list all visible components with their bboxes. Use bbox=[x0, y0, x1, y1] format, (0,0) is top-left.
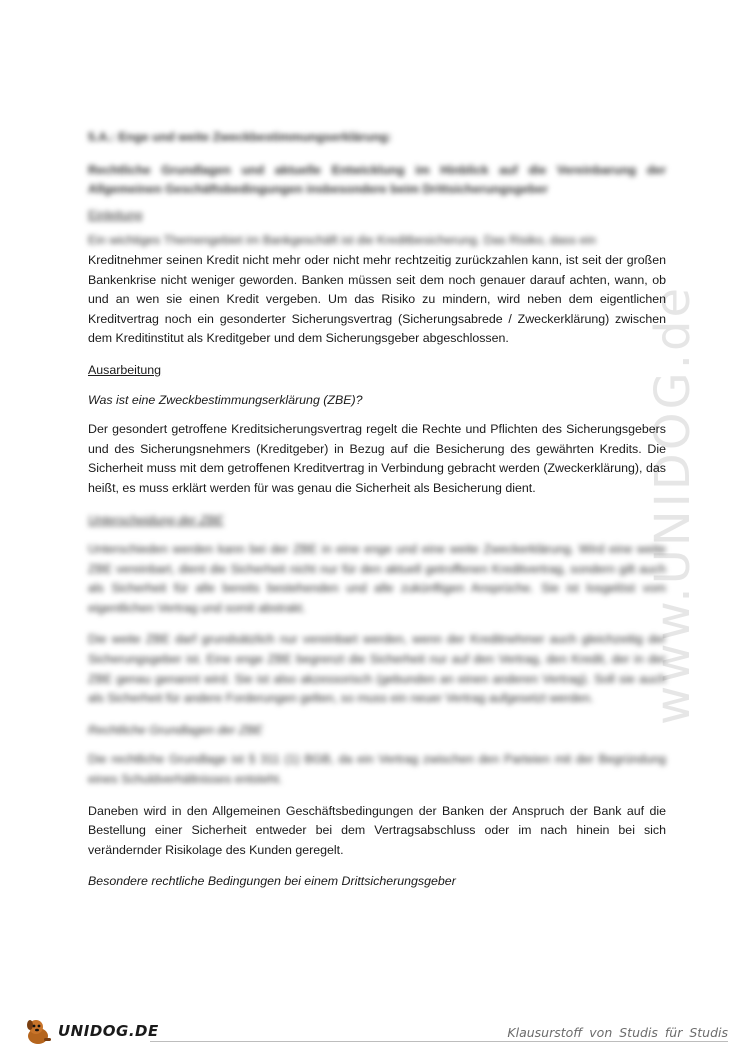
heading-primary: 5.A.: Enge und weite Zweckbestimmungserklärung: bbox=[88, 130, 392, 144]
section-work-title: Ausarbeitung bbox=[88, 362, 162, 377]
distinction-paragraph-1: Unterschieden werden kann bei der ZBE in eine enge und eine weite Zweckerklärung. Wird eine weite ZBE vereinbart, dient die Sicherheit nicht nur für den aktuell getroffenen Kreditvertrag, sondern gilt auch als Sicherheit für alle bereits bestehenden und alle zukünftigen Ansprüche. Sie ist losgelöst vom eigentlichen Vertrag und somit abstrakt. bbox=[88, 542, 666, 615]
distinction-paragraph-2: Die weite ZBE darf grundsätzlich nur vereinbart werden, wenn der Kreditnehmer auch gleichzeitig der Sicherungsgeber ist. Eine enge ZBE begrenzt die Sicherheit nur auf den Vertrag, den Kredit, der in der ZBE genau genannt wird. Sie ist also akzessorisch (gebunden an einen anderen Vertrag). Soll sie auch als Sicherheit für andere Forderungen gelten, so muss ein neuer Vertrag aufgesetzt werden. bbox=[88, 632, 666, 706]
footer-divider bbox=[150, 1041, 728, 1042]
section-distinction-title: Unterscheidung der ZBE bbox=[88, 512, 224, 527]
question-heading: Was ist eine Zweckbestimmungserklärung (ZBE)? bbox=[88, 392, 363, 407]
logo-wordmark: UNIDOG.DE bbox=[58, 1022, 159, 1040]
document-body bbox=[88, 128, 666, 892]
intro-first-line: Ein wichtiges Themengebiet im Bankgeschäft ist die Kreditbesicherung. Das Risiko, dass ein bbox=[88, 233, 597, 248]
footer-tagline: Klausurstoff von Studis für Studis bbox=[507, 1025, 728, 1040]
section-third-party-title: Besondere rechtliche Bedingungen bei einem Drittsicherungsgeber bbox=[88, 874, 456, 889]
intro-paragraph: Kreditnehmer seinen Kredit nicht mehr oder nicht mehr rechtzeitig zurückzahlen kann, ist seit der großen Bankenkrise nicht weniger geworden. Banken müssen seit dem noch genauer darauf achten, wann, ob und an wen sie einen Kredit vergeben. Um das Risiko zu mindern, wird neben dem eigentlichen Kreditvertrag noch ein gesonderter Sicherungsvertrag (Sicherungsabrede / Zweckerklärung) zwischen dem Kreditinstitut als Kreditgeber und dem Sicherungsgeber abgeschlossen. bbox=[88, 252, 666, 346]
heading-secondary: Rechtliche Grundlagen und aktuelle Entwicklung im Hinblick auf die Vereinbarung der Allgemeinen Geschäftsbedingungen insbesondere beim Drittsicherungsgeber bbox=[88, 162, 666, 197]
legal-paragraph: Die rechtliche Grundlage ist § 311 (1) BGB, da ein Vertrag zwischen den Parteien mit der Begründung eines Schuldverhältnisses entsteht. bbox=[88, 752, 666, 787]
footer-logo bbox=[22, 1016, 159, 1046]
dog-mascot-icon bbox=[22, 1016, 54, 1046]
section-intro-title: Einleitung bbox=[88, 207, 143, 222]
legal-agb-paragraph: Daneben wird in den Allgemeinen Geschäftsbedingungen der Banken der Anspruch der Bank auf die Bestellung einer Sicherheit entweder bei dem Vertragsabschluss oder im nach hinein bei sich verändernder Risikolage des Kunden geregelt. bbox=[88, 803, 666, 857]
answer-paragraph: Der gesondert getroffene Kreditsicherungsvertrag regelt die Rechte und Pflichten des Sicherungsgebers und des Sicherungsnehmers (Kreditgeber) in Bezug auf die Besicherung des gewährten Kredits. Die Sicherheit muss mit dem getroffenen Kreditvertrag in Verbindung gebracht werden (Zweckerklärung), das heißt, es muss erklärt werden für was genau die Sicherheit als Besicherung dient. bbox=[88, 422, 666, 495]
watermark-text: www.UNIDOG.de bbox=[645, 284, 702, 726]
section-legal-title: Rechtliche Grundlagen der ZBE bbox=[88, 722, 263, 737]
